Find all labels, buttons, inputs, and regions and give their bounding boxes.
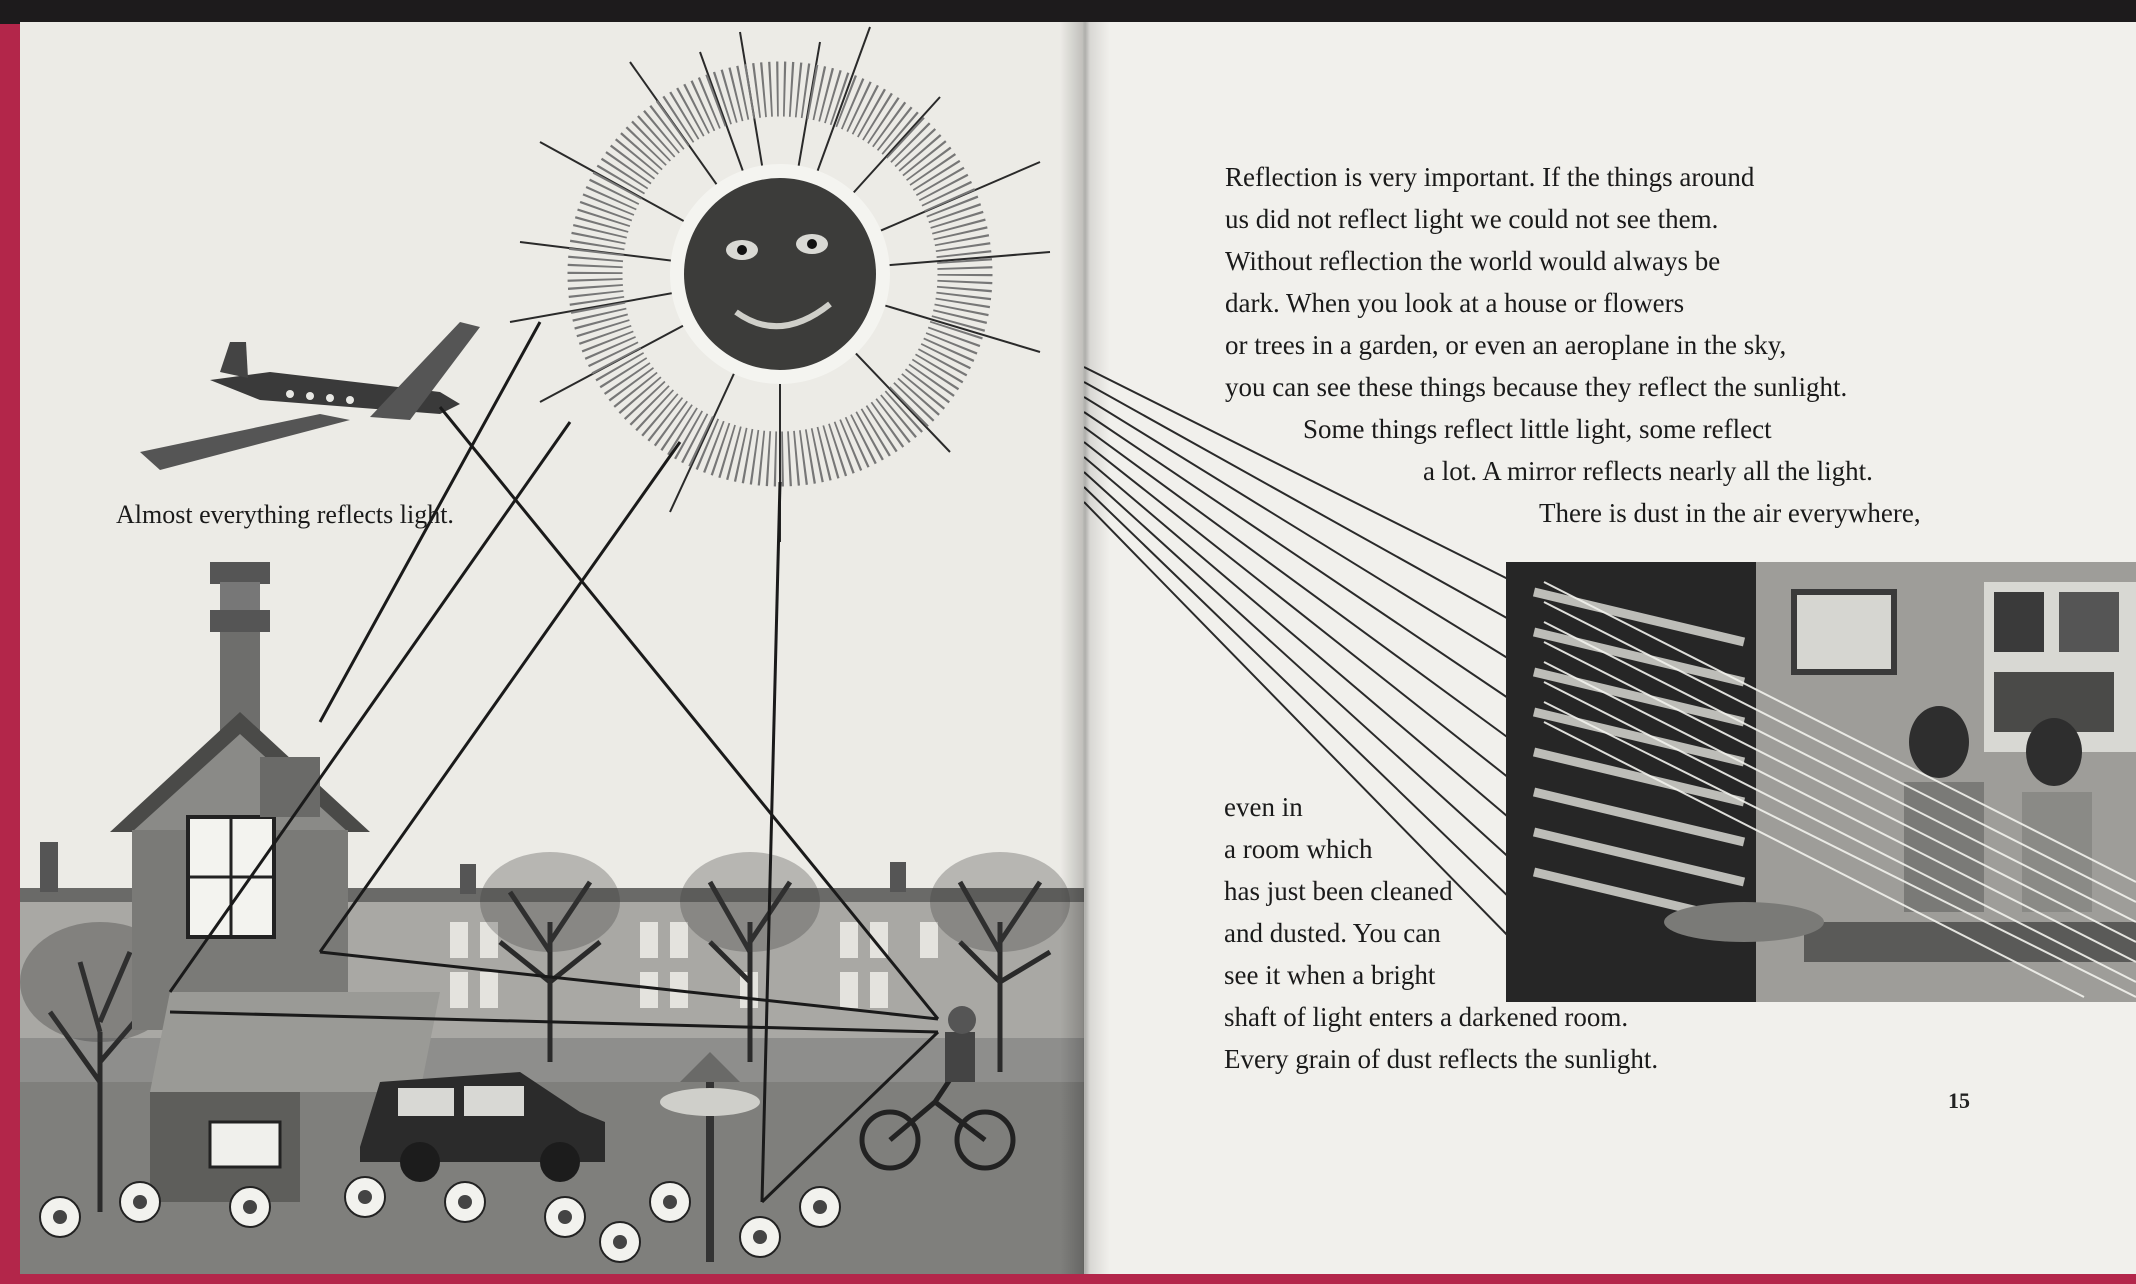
text-line: us did not reflect light we could not see them. [1225, 204, 1719, 234]
sun-face [684, 178, 876, 370]
sunlight-illustration [20, 22, 1084, 1274]
text-line: a room which [1224, 834, 1373, 864]
text-line: Without reflection the world would always be [1225, 246, 1721, 276]
text-line: or trees in a garden, or even an aeroplane in the sky, [1225, 330, 1787, 360]
text-line: dark. When you look at a house or flowers [1225, 288, 1685, 318]
text-line: and dusted. You can [1224, 918, 1441, 948]
text-line: see it when a bright [1224, 960, 1436, 990]
text-line: you can see these things because they reflect the sunlight. [1225, 372, 1848, 402]
illustration-caption: Almost everything reflects light. [116, 500, 454, 529]
text-line: even in [1224, 792, 1303, 822]
page-number: 15 [1948, 1088, 1970, 1113]
right-page [1084, 22, 2136, 1274]
cover-top-edge [0, 0, 2136, 24]
text-line: has just been cleaned [1224, 876, 1453, 906]
text-line: Every grain of dust reflects the sunlight. [1224, 1044, 1659, 1074]
left-page [20, 22, 1084, 1274]
text-line: shaft of light enters a darkened room. [1224, 1002, 1629, 1032]
text-line: There is dust in the air everywhere, [1539, 498, 1921, 528]
text-line: Some things reflect little light, some reflect [1303, 414, 1772, 444]
text-line: a lot. A mirror reflects nearly all the light. [1423, 456, 1873, 486]
aeroplane [140, 322, 480, 470]
text-line: Reflection is very important. If the things around [1225, 162, 1755, 192]
